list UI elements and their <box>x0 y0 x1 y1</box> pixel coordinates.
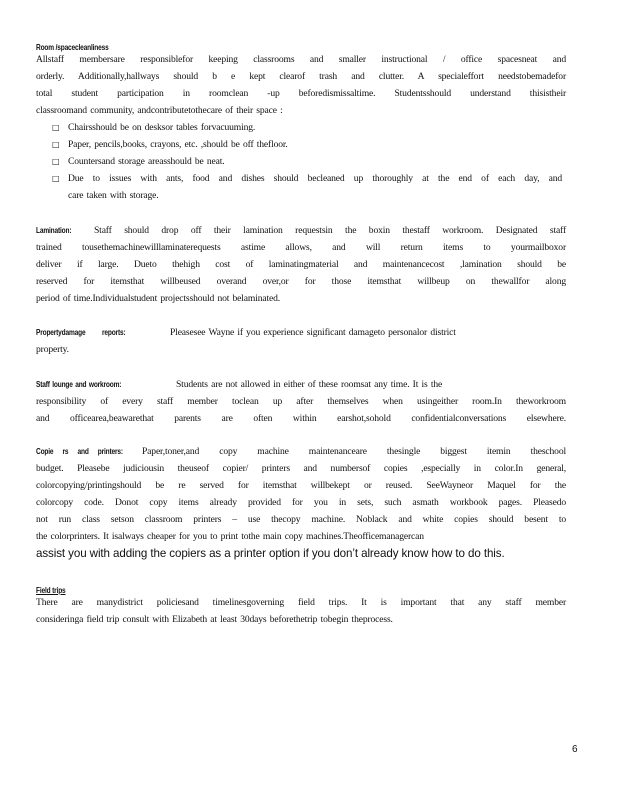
lamination-heading: Lamination: <box>36 226 72 235</box>
lounge-line: responsibility of every staff member toclean up after themselves when usingeither room.In theworkroom <box>36 396 566 407</box>
lamination-line: trained tousethemachinewilllaminaterequests astime allows, and will return items to yourmailboxor <box>36 242 566 253</box>
copiers-line: the colorprinters. It isalways cheaper for you to print tothe main copy machines.Theofficemanagercan <box>36 531 424 542</box>
page-number: 6 <box>572 744 578 755</box>
copiers-line: colorcopying/printingshould be re served for itemsthat willbekept or reused. SeeWayneor Maquel for the <box>36 480 566 491</box>
copiers-line: budget. Pleasebe judiciousin theuseof copier/ printers and numbersof copies ,especially in color.In general, <box>36 463 566 474</box>
property-heading-2: reports: <box>102 328 126 337</box>
room-line: Allstaff membersare responsiblefor keeping classrooms and smaller instructional / office spacesneat and <box>36 54 566 65</box>
lamination-first-text: Staff should drop off their lamination requestsin the boxin thestaff workroom. Designated staff <box>94 225 566 236</box>
field-trips-heading: Field trips <box>36 586 66 595</box>
copiers-heading: Copie rs and printers: <box>36 447 123 456</box>
bullet-icon: □ <box>52 140 60 149</box>
field-trips-line: consideringa field trip consult with Elizabeth at least 30days beforethetrip tobegin theprocess. <box>36 614 393 625</box>
copiers-line: not run class setson classroom printers – use thecopy machine. Noblack and white copies should besent to <box>36 514 566 525</box>
copiers-assist-line: assist you with adding the copiers as a printer option if you don’t already know how to do this. <box>36 547 505 560</box>
copiers-line: colorcopy code. Donot copy items already provided for you in sets, such asmath workbook pages. Pleasedo <box>36 497 566 508</box>
copiers-first-text: Paper,toner,and copy machine maintenanceare thesingle biggest itemin theschool <box>142 446 566 457</box>
bullet-text: Chairsshould be on desksor tables forvacuuming. <box>68 122 256 133</box>
property-section <box>36 324 566 358</box>
room-section <box>36 37 566 119</box>
field-trips-section <box>36 580 566 628</box>
list-item <box>52 153 562 170</box>
lounge-section <box>36 376 566 427</box>
bullet-icon: □ <box>52 174 60 183</box>
room-line: total student participation in roomclean -up beforedismissaltime. Studentsshould understand thisistheir <box>36 88 566 99</box>
list-item <box>52 119 562 136</box>
bullet-text: Due to issues with ants, food and dishes should becleaned up thoroughly at the end of each day, and <box>68 173 562 184</box>
field-trips-line: There are manydistrict policiesand timelinesgoverning field trips. It is important that any staff member <box>36 597 566 608</box>
copiers-section <box>36 443 566 563</box>
lounge-heading: Staff lounge and workroom: <box>36 380 122 389</box>
bullet-icon: □ <box>52 123 60 132</box>
lamination-first-line <box>36 222 566 239</box>
room-heading: Room /spacecleanliness <box>36 43 109 52</box>
lounge-line: and officearea,beawarethat parents are often within earshot,sohold confidentialconversations elsewhere. <box>36 413 566 424</box>
list-item <box>52 170 562 204</box>
property-first-text: Pleasesee Wayne if you experience significant damageto personalor district <box>170 327 456 338</box>
bullet-text: Countersand storage areasshould be neat. <box>68 156 225 167</box>
lamination-line: reserved for itemsthat willbeused overand over,or for those itemsthat willbeup on thewallfor along <box>36 276 566 287</box>
bullet-icon: □ <box>52 157 60 166</box>
copiers-first-line <box>36 443 566 460</box>
lounge-first-text: Students are not allowed in either of these roomsat any time. It is the <box>176 379 443 390</box>
bullet-text: care taken with storage. <box>68 190 159 201</box>
lamination-line: deliver if large. Dueto thehigh cost of laminatingmaterial and maintenancecost ,lamination should be <box>36 259 566 270</box>
lamination-section <box>36 222 566 307</box>
list-item <box>52 136 562 153</box>
bullet-text: Paper, pencils,books, crayons, etc. ,should be off thefloor. <box>68 139 288 150</box>
lounge-first-line <box>36 376 566 393</box>
room-bullet-list <box>52 119 562 204</box>
room-line: orderly. Additionally,hallways should b e kept clearof trash and clutter. A specialeffort needstobemadefor <box>36 71 566 82</box>
room-line: classroomand community, andcontributetothecare of their space : <box>36 105 283 116</box>
property-heading: Propertydamage <box>36 328 86 337</box>
lamination-line: period of time.Individualstudent projectsshould not belaminated. <box>36 293 280 304</box>
property-first-line <box>36 324 566 341</box>
property-line: property. <box>36 344 69 355</box>
